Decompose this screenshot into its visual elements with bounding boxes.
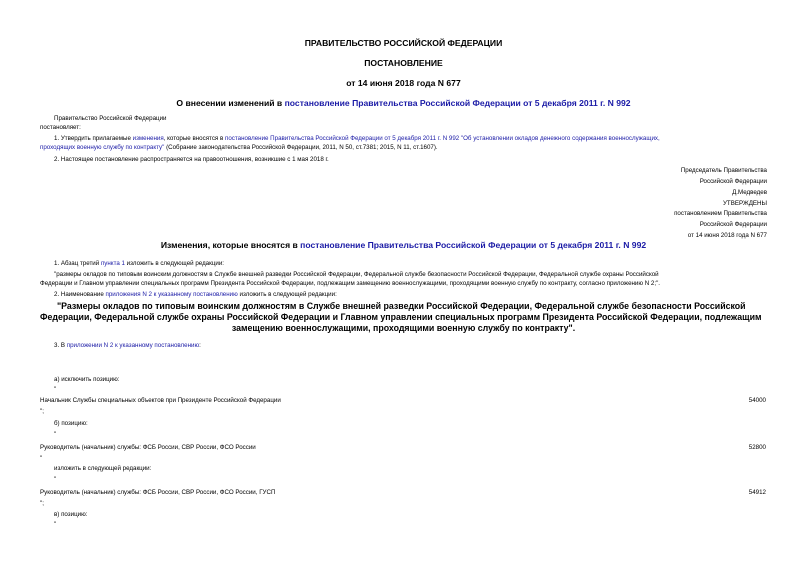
change1-quote-line1: "размеры окладов по типовым воинским должностям в Службе внешней разведки Российской Федерации, Федеральной службе безопасности Российской Федерации, Федеральной службе охраны Российской xyxy=(54,271,659,278)
change2-link[interactable]: приложения N 2 к указанному постановлению xyxy=(105,291,238,298)
intro-resolves: постановляет: xyxy=(40,124,81,131)
intro-government: Правительство Российской Федерации xyxy=(54,115,167,122)
replace-label: изложить в следующей редакции: xyxy=(54,465,152,472)
quote-open-4: " xyxy=(54,521,57,528)
change3-suffix: : xyxy=(199,342,201,349)
item1-mid: , которые вносятся в xyxy=(163,135,225,142)
signature-country: Российской Федерации xyxy=(699,178,767,185)
changes-title-link[interactable]: постановление Правительства Российской Федерации от 5 декабря 2011 г. N 992 xyxy=(300,240,647,250)
document-title-prefix: О внесении изменений в xyxy=(176,98,285,108)
subitem-v-label: в) позицию: xyxy=(54,511,88,518)
item1-suffix: (Собрание законодательства Российской Федерации, 2011, N 50, ст.7381; 2015, N 11, ст.1607). xyxy=(164,144,438,151)
item1-link-changes[interactable]: изменения xyxy=(132,135,164,142)
approved-by: постановлением Правительства xyxy=(674,210,767,217)
approved-date: от 14 июня 2018 года N 677 xyxy=(687,232,767,239)
item1-prefix: 1. Утвердить прилагаемые xyxy=(54,135,133,142)
quote-open-3: " xyxy=(54,476,57,483)
position-3-name: Руководитель (начальник) службы: ФСБ России, СВР России, ФСО России, ГУСП xyxy=(40,489,276,496)
quote-open-1: " xyxy=(54,386,57,393)
item1-link-resolution[interactable]: постановление Правительства Российской Федерации от 5 декабря 2011 г. N 992 "Об установлении окладов денежного содержания военнослужащих, xyxy=(225,135,660,142)
document-title xyxy=(0,98,807,108)
change2-bold-line3: замещению военнослужащими, проходящими военную службу по контракту". xyxy=(231,323,576,333)
changes-title-prefix: Изменения, которые вносятся в xyxy=(160,240,301,250)
document-type: ПОСТАНОВЛЕНИЕ xyxy=(364,58,443,68)
change1-heading xyxy=(54,260,224,268)
government-heading: ПРАВИТЕЛЬСТВО РОССИЙСКОЙ ФЕДЕРАЦИИ xyxy=(304,38,503,48)
position-2-name: Руководитель (начальник) службы: ФСБ России, СВР России, ФСО России xyxy=(40,444,256,451)
position-1-name: Начальник Службы специальных объектов при Президенте Российской Федерации xyxy=(40,397,281,404)
item2: 2. Настоящее постановление распространяется на правоотношения, возникшие с 1 мая 2018 г. xyxy=(54,156,329,163)
change2-suffix: изложить в следующей редакции: xyxy=(237,291,337,298)
subitem-a-label: а) исключить позицию: xyxy=(54,376,120,383)
change3-heading xyxy=(54,342,201,350)
item1-line2 xyxy=(40,144,438,152)
quote-close-2: " xyxy=(40,455,43,462)
item1-link-resolution-cont[interactable]: проходящих военную службу по контракту" xyxy=(40,144,165,151)
quote-close-1: "; xyxy=(40,408,44,415)
position-1-value: 54000 xyxy=(748,397,766,404)
quote-close-3: "; xyxy=(40,500,44,507)
change1-quote-line2: Федерации и Главном управлении специальных программ Президента Российской Федерации, подлежащим замещению военнослужащими, проходящими военную службу по контракту, согласно приложению N 2;". xyxy=(40,280,661,287)
changes-title xyxy=(0,240,807,250)
position-2-value: 52800 xyxy=(748,444,766,451)
change1-suffix: изложить в следующей редакции: xyxy=(124,260,224,267)
quote-open-2: " xyxy=(54,431,57,438)
document-title-link[interactable]: постановление Правительства Российской Федерации от 5 декабря 2011 г. N 992 xyxy=(284,98,631,108)
change1-link[interactable]: пункта 1 xyxy=(100,260,125,267)
signature-title: Председатель Правительства xyxy=(680,167,767,174)
approved-country: Российской Федерации xyxy=(699,221,767,228)
position-3-value: 54912 xyxy=(748,489,766,496)
change2-bold-line2: Федерации, Федеральной службе охраны Российской Федерации и Главном управлении специальных программ Президента Российской Федерации, подлежащим xyxy=(40,312,762,322)
change2-bold-line1: "Размеры окладов по типовым воинским должностям в Службе внешней разведки Российской Федерации, Федеральной службе безопасности Российской xyxy=(57,301,746,311)
signature-name: Д.Медведев xyxy=(732,189,767,196)
change1-prefix: 1. Абзац третий xyxy=(54,260,101,267)
subitem-b-label: б) позицию: xyxy=(54,420,88,427)
item1-line1 xyxy=(54,135,660,143)
change2-heading xyxy=(54,291,337,299)
document-date-number: от 14 июня 2018 года N 677 xyxy=(346,78,461,88)
change3-link[interactable]: приложении N 2 к указанному постановлению xyxy=(66,342,200,349)
change2-prefix: 2. Наименование xyxy=(54,291,106,298)
change3-prefix: 3. В xyxy=(54,342,67,349)
approved-label: УТВЕРЖДЕНЫ xyxy=(723,200,767,207)
